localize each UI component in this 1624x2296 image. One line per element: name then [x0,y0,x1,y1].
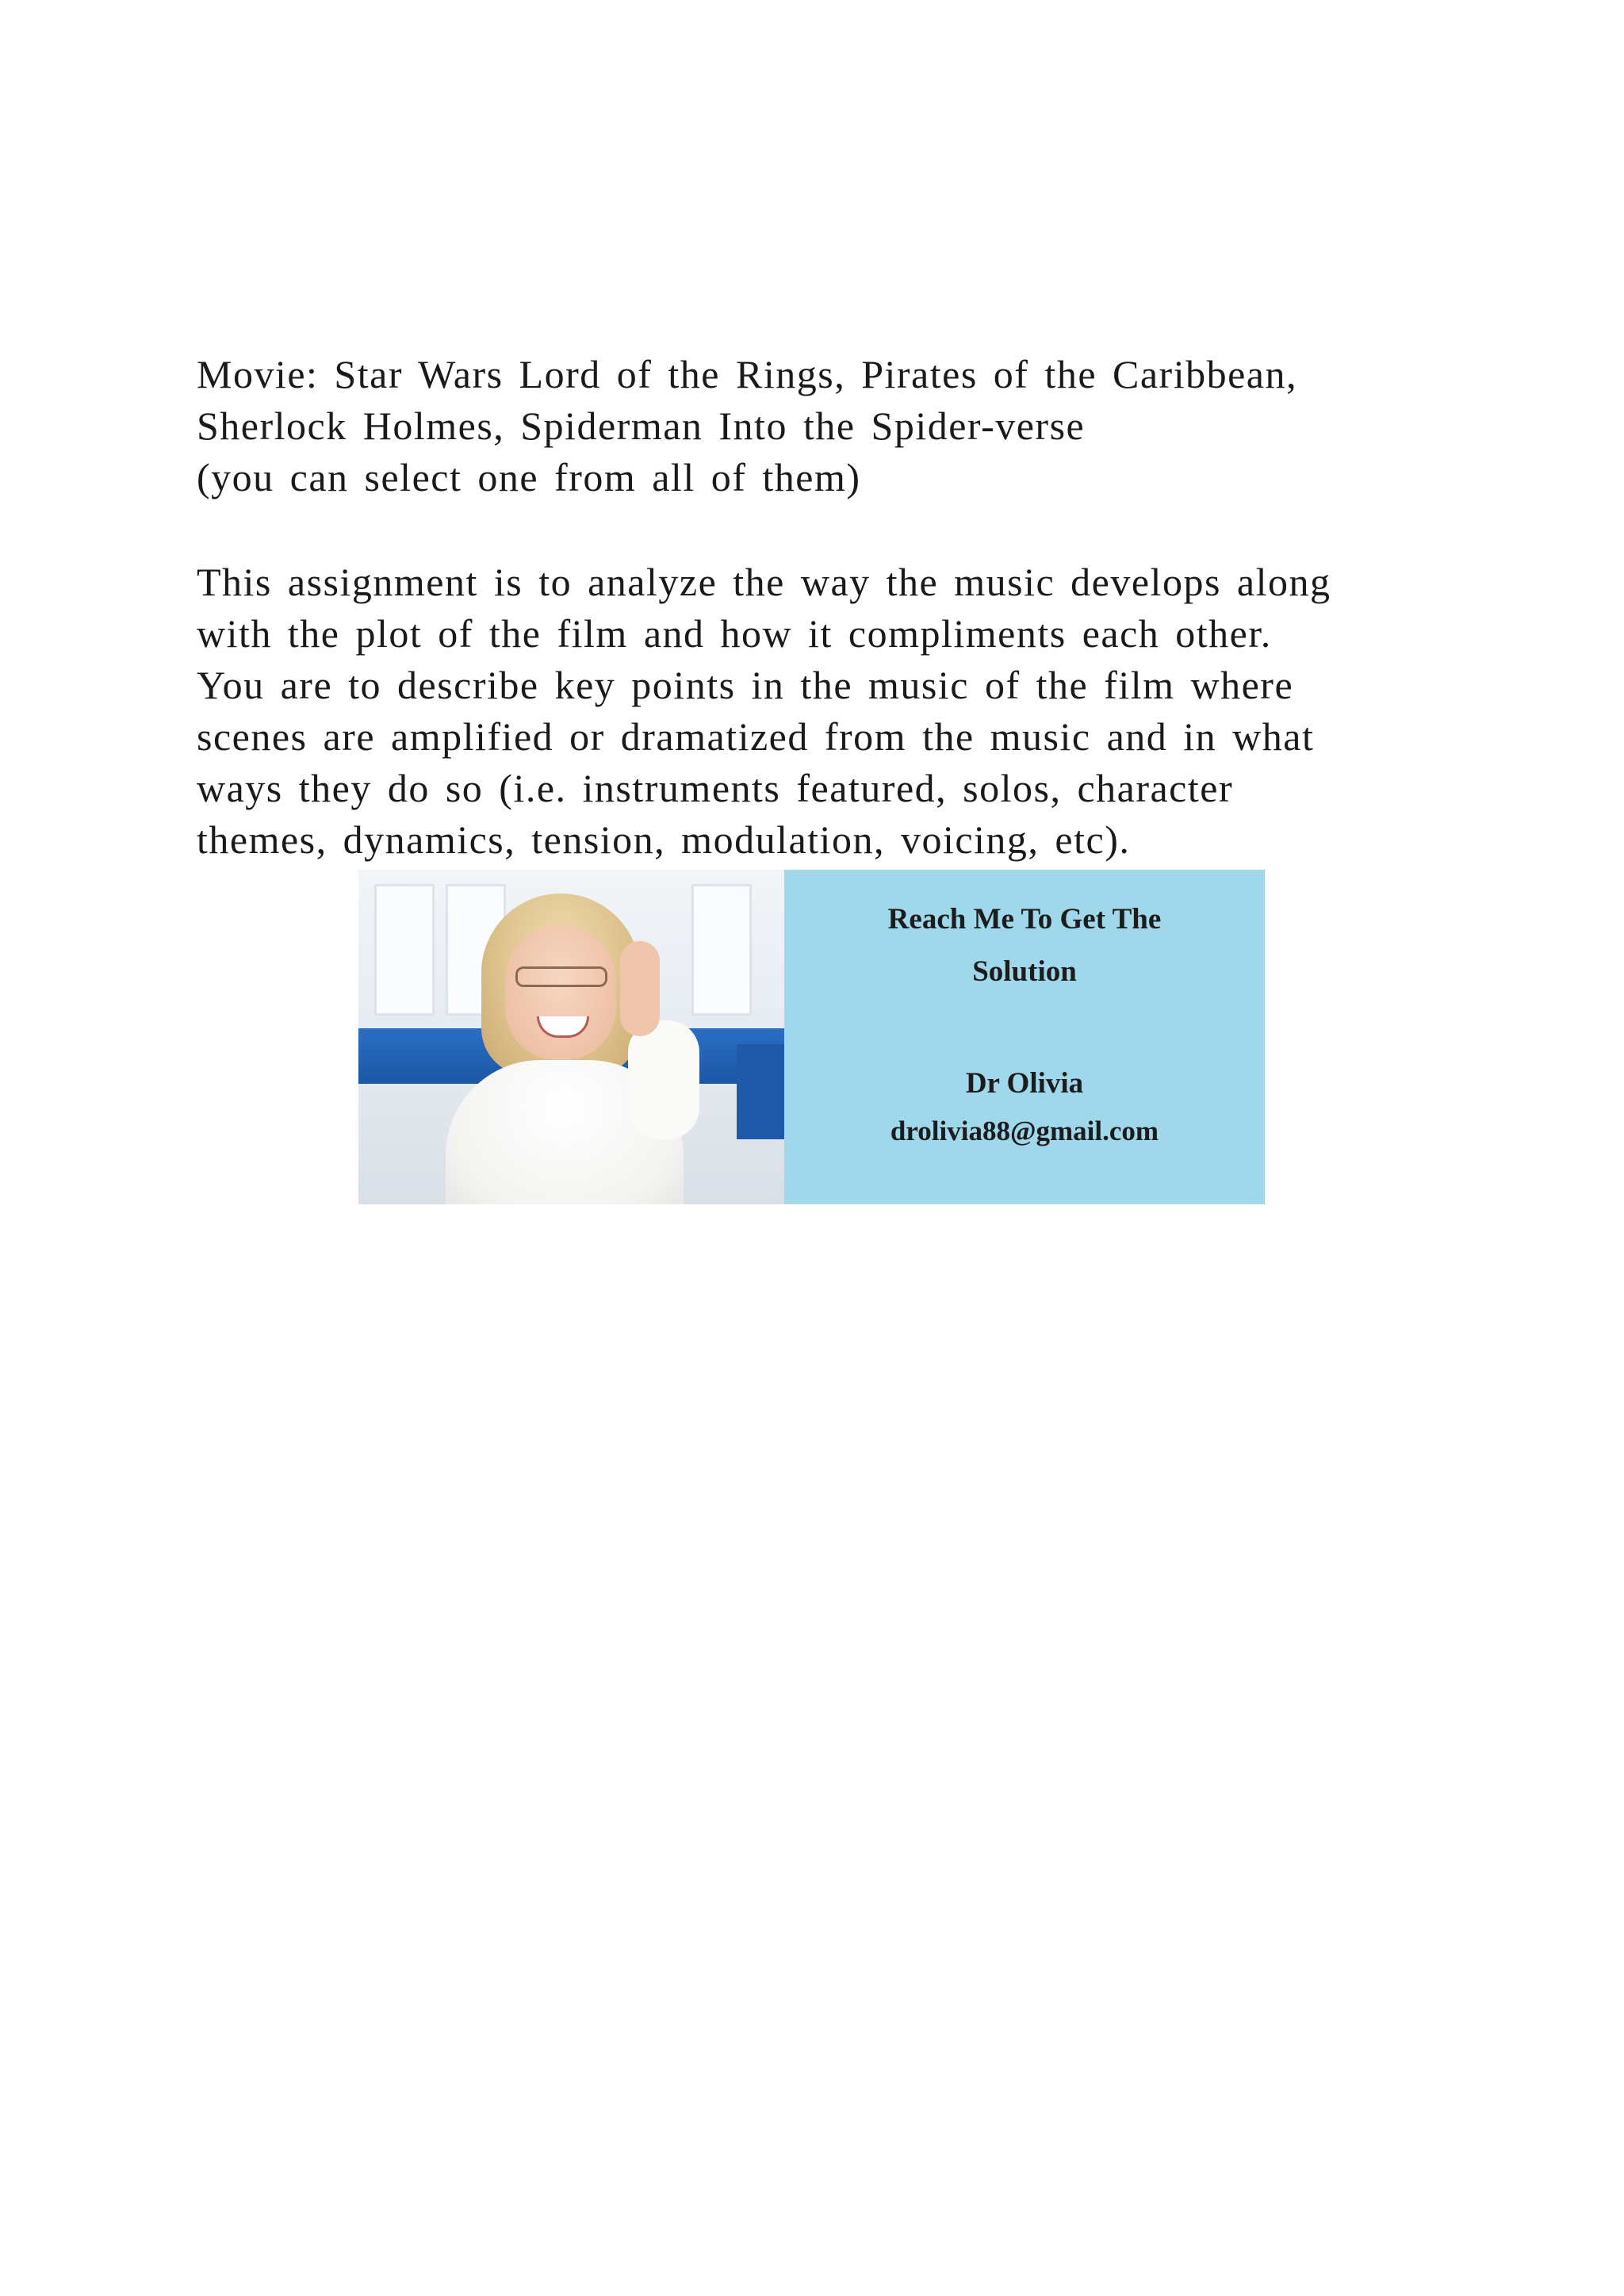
hand-shape [620,941,660,1036]
text-line: scenes are amplified or dramatized from the music and in what [197,714,1315,759]
contact-email: drolivia88@gmail.com [890,1115,1159,1146]
text-line: (you can select one from all of them) [197,455,861,499]
contact-info-panel [784,870,1265,1204]
text-line: Sherlock Holmes, Spiderman Into the Spider-verse [197,404,1086,448]
sleeve-shape [628,1020,699,1139]
headline-line: Solution [972,955,1077,988]
text-line: Movie: Star Wars Lord of the Rings, Pirates of the Caribbean, [197,352,1297,396]
movie-list-paragraph [197,349,1450,503]
text-line: with the plot of the film and how it compliments each other. [197,611,1272,656]
contact-name: Dr Olivia [965,1067,1084,1100]
assignment-paragraph [197,557,1450,866]
window-decoration [374,884,435,1016]
text-line: You are to describe key points in the music of the film where [197,663,1294,707]
contact-banner [358,870,1265,1204]
glasses-icon [515,966,607,987]
face-shape [505,925,616,1060]
window-decoration [691,884,752,1016]
chair-side-shape [737,1044,784,1139]
woman-photo [358,870,784,1204]
banner-headline [784,894,1265,998]
text-line: This assignment is to analyze the way the music develops along [197,560,1331,604]
text-line: ways they do so (i.e. instruments featured, solos, character [197,766,1234,810]
headline-line: Reach Me To Get The [887,903,1162,936]
text-line: themes, dynamics, tension, modulation, voicing, etc). [197,817,1131,862]
